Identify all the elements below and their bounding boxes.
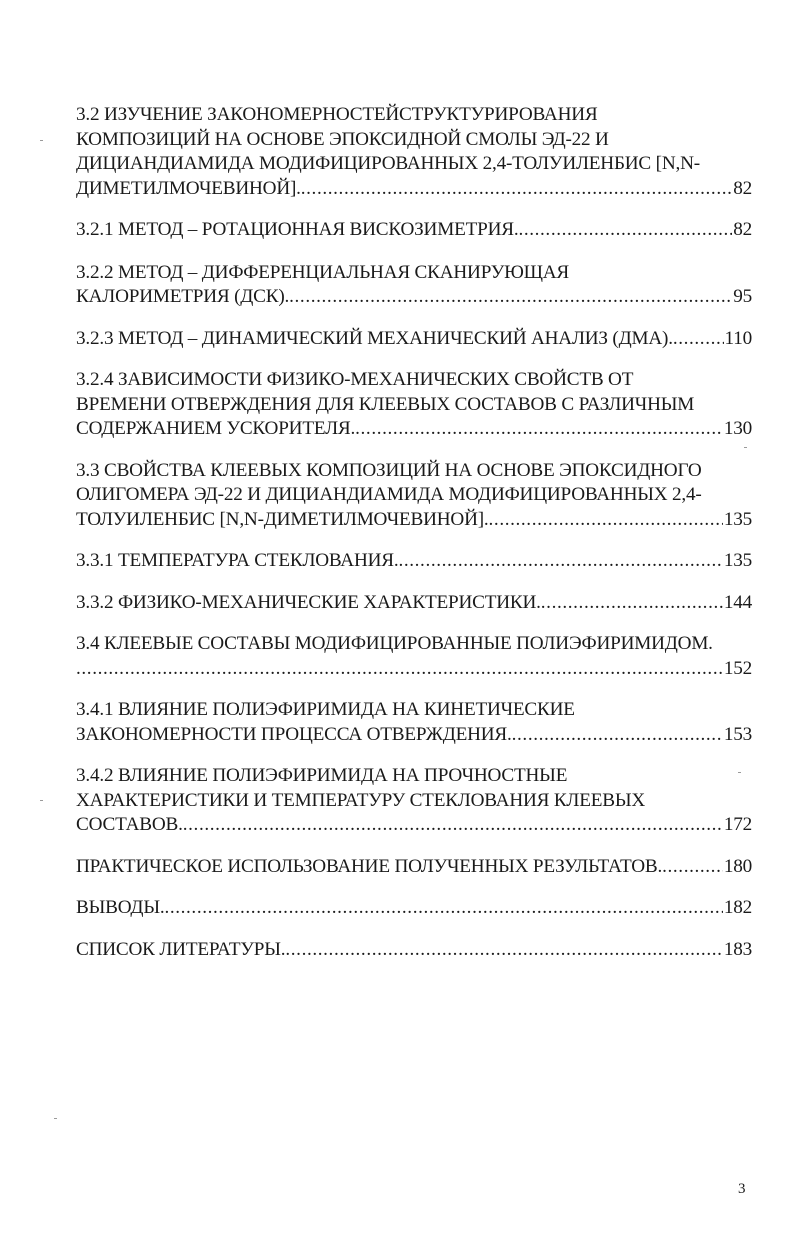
toc-entry-line: 3.2.4 ЗАВИСИМОСТИ ФИЗИКО-МЕХАНИЧЕСКИХ СВОЙСТВ ОТ <box>76 369 634 390</box>
toc-entry-line: КАЛОРИМЕТРИЯ (ДСК). <box>76 286 290 307</box>
dot-leader <box>164 896 722 921</box>
toc-entry-last-line <box>76 896 752 921</box>
toc-page-number: 130 <box>723 418 752 439</box>
toc-entry-line: ДИМЕТИЛМОЧЕВИНОЙ]. <box>76 177 301 199</box>
toc-entry-line: ЗАКОНОМЕРНОСТИ ПРОЦЕССА ОТВЕРЖДЕНИЯ. <box>76 723 512 745</box>
toc-entry-last-line <box>76 657 752 682</box>
dot-leader <box>301 177 732 202</box>
scan-speck <box>40 140 43 141</box>
toc-entry <box>76 698 752 747</box>
toc-entry-last-line <box>76 813 752 838</box>
scan-speck <box>738 772 741 773</box>
toc-entry <box>76 103 752 201</box>
toc-entry <box>76 938 752 963</box>
scan-speck <box>744 447 747 448</box>
dot-leader <box>398 549 722 574</box>
toc-entry-line: ТОЛУИЛЕНБИС [N,N-ДИМЕТИЛМОЧЕВИНОЙ]. <box>76 508 489 530</box>
toc-page-number: 135 <box>723 508 752 530</box>
toc-entry <box>76 368 752 442</box>
dot-leader <box>673 327 724 352</box>
toc-entry-line: 3.4 КЛЕЕВЫЕ СОСТАВЫ МОДИФИЦИРОВАННЫЕ ПОЛИЭФИРИМИДОМ. <box>76 633 713 654</box>
toc-entry-line: ДИЦИАНДИАМИДА МОДИФИЦИРОВАННЫХ 2,4-ТОЛУИЛЕНБИС [N,N- <box>76 153 700 174</box>
toc-entry-line: ВРЕМЕНИ ОТВЕРЖДЕНИЯ ДЛЯ КЛЕЕВЫХ СОСТАВОВ С РАЗЛИЧНЫМ <box>76 393 695 415</box>
toc-entry-last-line <box>76 285 752 310</box>
toc-entry <box>76 591 752 616</box>
toc-entry-line: 3.4.2 ВЛИЯНИЕ ПОЛИЭФИРИМИДА НА ПРОЧНОСТНЫЕ <box>76 765 568 786</box>
page-number: 3 <box>738 1181 746 1197</box>
table-of-contents <box>76 86 752 962</box>
toc-entry-last-line <box>76 938 752 963</box>
dot-leader <box>289 285 732 310</box>
toc-entry-last-line <box>76 417 752 442</box>
toc-entry-last-line <box>76 177 752 202</box>
toc-entry <box>76 459 752 533</box>
dot-leader <box>355 417 723 442</box>
toc-page-number: 180 <box>723 855 752 877</box>
dot-leader <box>512 723 723 748</box>
toc-entry <box>76 327 752 352</box>
toc-entry-line: СОСТАВОВ. <box>76 814 183 835</box>
toc-page-number: 144 <box>723 591 752 613</box>
toc-entry-line: КОМПОЗИЦИЙ НА ОСНОВЕ ЭПОКСИДНОЙ СМОЛЫ ЭД-22 И <box>76 128 609 150</box>
toc-entry <box>76 632 752 681</box>
toc-page-number: 82 <box>733 177 752 199</box>
toc-entry <box>76 218 752 243</box>
toc-entry-line: 3.2.3 МЕТОД – ДИНАМИЧЕСКИЙ МЕХАНИЧЕСКИЙ АНАЛИЗ (ДМА). <box>76 327 673 349</box>
toc-entry-last-line <box>76 855 752 880</box>
toc-page-number: 95 <box>733 286 752 307</box>
toc-entry-line: 3.3 СВОЙСТВА КЛЕЕВЫХ КОМПОЗИЦИЙ НА ОСНОВЕ ЭПОКСИДНОГО <box>76 459 702 481</box>
toc-page-number: 172 <box>723 814 752 835</box>
toc-page-number: 135 <box>723 550 752 571</box>
toc-page-number: 152 <box>723 657 752 679</box>
dot-leader <box>285 938 722 963</box>
dot-leader <box>183 813 723 838</box>
toc-entry <box>76 261 752 310</box>
toc-page-number: 110 <box>724 327 752 349</box>
toc-entry-line: 3.3.1 ТЕМПЕРАТУРА СТЕКЛОВАНИЯ. <box>76 550 399 571</box>
toc-entry-line: СОДЕРЖАНИЕМ УСКОРИТЕЛЯ. <box>76 418 356 439</box>
toc-entry-line: 3.2 ИЗУЧЕНИЕ ЗАКОНОМЕРНОСТЕЙСТРУКТУРИРОВАНИЯ <box>76 104 598 125</box>
toc-entry-line: 3.2.2 МЕТОД – ДИФФЕРЕНЦИАЛЬНАЯ СКАНИРУЮЩАЯ <box>76 261 570 283</box>
scan-speck <box>54 1118 57 1119</box>
toc-entry-line: ХАРАКТЕРИСТИКИ И ТЕМПЕРАТУРУ СТЕКЛОВАНИЯ КЛЕЕВЫХ <box>76 789 646 811</box>
dot-leader <box>541 591 723 616</box>
toc-entry <box>76 855 752 880</box>
toc-entry <box>76 764 752 838</box>
toc-entry-last-line <box>76 327 752 352</box>
toc-entry-last-line <box>76 591 752 616</box>
toc-entry-line: ОЛИГОМЕРА ЭД-22 И ДИЦИАНДИАМИДА МОДИФИЦИРОВАННЫХ 2,4- <box>76 484 702 505</box>
toc-page-number: 183 <box>723 938 752 960</box>
toc-entry-line: 3.3.2 ФИЗИКО-МЕХАНИЧЕСКИЕ ХАРАКТЕРИСТИКИ. <box>76 591 541 613</box>
dot-leader <box>518 218 732 243</box>
toc-entry <box>76 896 752 921</box>
toc-entry-last-line <box>76 723 752 748</box>
toc-entry <box>76 549 752 574</box>
dot-leader <box>662 855 723 880</box>
toc-page-number: 182 <box>723 897 752 918</box>
toc-entry-last-line <box>76 218 752 243</box>
toc-entry-last-line <box>76 549 752 574</box>
toc-page-number: 82 <box>733 219 752 240</box>
toc-entry-line: ВЫВОДЫ. <box>76 897 165 918</box>
scan-speck <box>40 800 43 801</box>
dot-leader <box>489 508 723 533</box>
toc-entry-line: 3.4.1 ВЛИЯНИЕ ПОЛИЭФИРИМИДА НА КИНЕТИЧЕСКИЕ <box>76 699 575 720</box>
toc-entry-line: ПРАКТИЧЕСКОЕ ИСПОЛЬЗОВАНИЕ ПОЛУЧЕННЫХ РЕЗУЛЬТАТОВ. <box>76 855 663 877</box>
toc-page-number: 153 <box>723 723 752 745</box>
toc-entry-line: СПИСОК ЛИТЕРАТУРЫ. <box>76 938 286 960</box>
toc-entry-last-line <box>76 508 752 533</box>
toc-entry-line: 3.2.1 МЕТОД – РОТАЦИОННАЯ ВИСКОЗИМЕТРИЯ. <box>76 219 519 240</box>
dot-leader <box>76 657 723 682</box>
